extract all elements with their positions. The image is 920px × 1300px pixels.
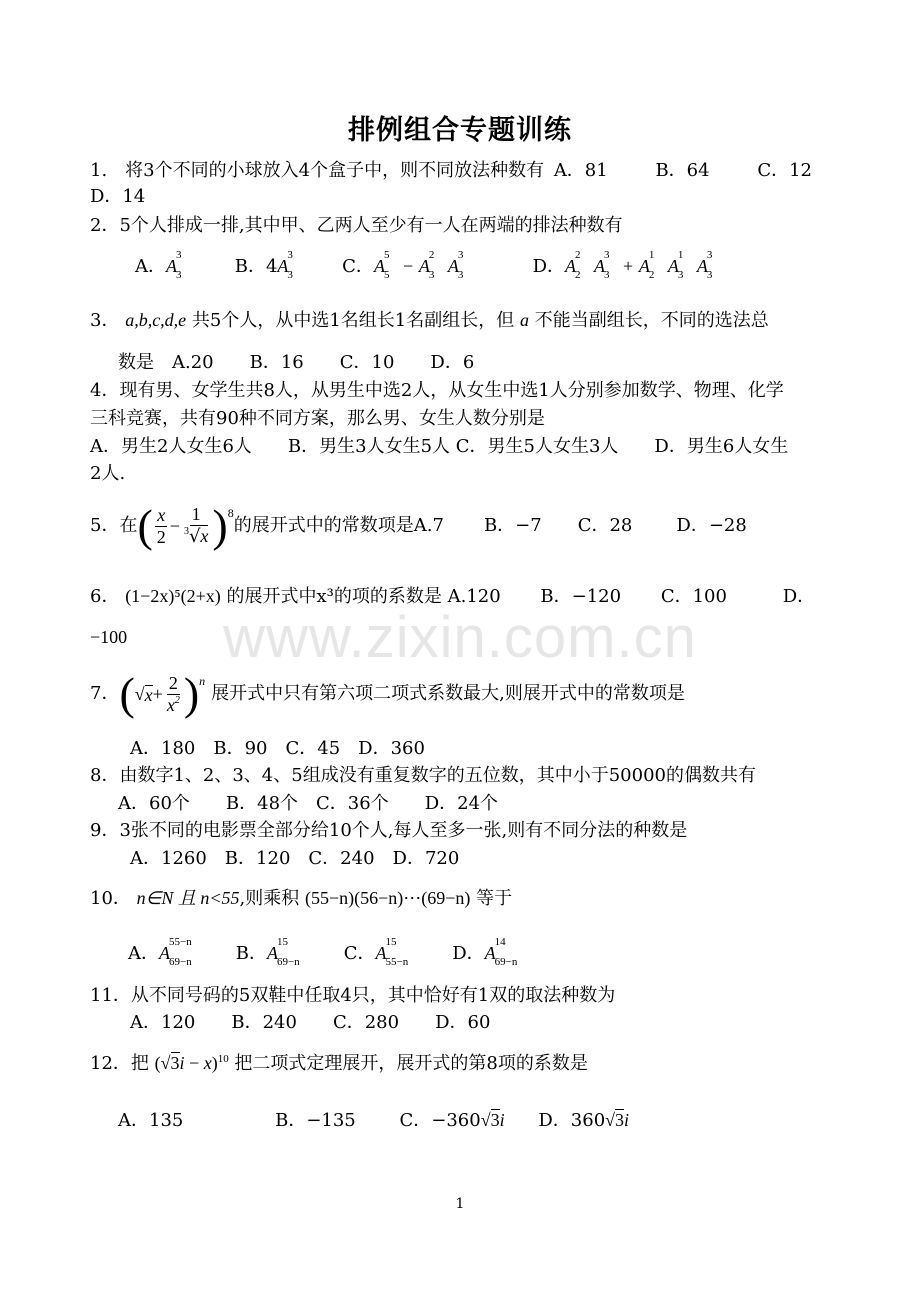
q3-number: 3． bbox=[90, 310, 120, 331]
q1-stem: 1. 将3个不同的小球放入4个盒子中，则不同放法种数有 bbox=[90, 160, 545, 181]
q2-stem: 2．5个人排成一排,其中甲、乙两人至少有一人在两端的排法种数有 bbox=[90, 215, 623, 236]
q8-options: A．60个 B．48个 C．36个 D．24个 bbox=[118, 793, 499, 814]
q7-options: A．180 B．90 C．45 D．360 bbox=[130, 738, 425, 759]
q5-text: 的展开式中的常数项是 bbox=[233, 515, 414, 536]
q5-option-a: A.7 bbox=[413, 515, 444, 536]
q2-option-b: B．4 bbox=[234, 256, 278, 277]
q8-stem: 8．由数字1、2、3、4、5组成没有重复数字的五位数，其中小于50000的偶数共有 bbox=[90, 765, 756, 786]
q6-option-a: A.120 bbox=[447, 586, 501, 607]
q1-option-b: B．64 bbox=[655, 160, 710, 181]
q12-option-d: D．360 bbox=[538, 1110, 606, 1131]
q10-text-2: ,则乘积 bbox=[239, 888, 300, 909]
q12-option-a: A．135 bbox=[118, 1110, 184, 1131]
q6-option-b: B．−120 bbox=[540, 586, 622, 607]
q3-text-1: 共5个人，从中选1名组长1名副组长，但 bbox=[191, 310, 515, 331]
q6-option-c: C．100 bbox=[660, 586, 727, 607]
q12-options: A．135 B．−135 C．−360√3i D．360√3i bbox=[118, 1110, 630, 1131]
question-5 bbox=[90, 497, 747, 555]
q6-option-d: D． bbox=[782, 586, 816, 607]
question-1 bbox=[90, 162, 812, 180]
q11-stem: 11．从不同号码的5双鞋中任取4只，其中恰好有1双的取法种数为 bbox=[90, 985, 616, 1006]
q7-text: 展开式中只有第六项二项式系数最大,则展开式中的常数项是 bbox=[211, 683, 685, 704]
q10-option-d: D． bbox=[452, 943, 485, 964]
q12-number: 12．把 bbox=[90, 1053, 149, 1074]
q1-option-a: A．81 bbox=[553, 160, 608, 181]
q3-variable-a: a bbox=[520, 310, 529, 330]
q1-option-c: C．12 bbox=[757, 160, 813, 181]
q5-expression: ( $\frac{x}{2}$ − $\frac{1}{^3√x}$ ) 8 bbox=[137, 500, 234, 551]
q5-option-b: B．−7 bbox=[483, 515, 542, 536]
q9-options: A．1260 B．120 C．240 D．720 bbox=[130, 848, 460, 869]
q6-expression: (1−2x)⁵(2+x) bbox=[125, 586, 221, 606]
q10-option-b: B． bbox=[235, 943, 267, 964]
q11-options: A．120 B．240 C．280 D．60 bbox=[130, 1012, 491, 1033]
q7-number: 7． bbox=[90, 683, 120, 704]
q10-condition: n∈N 且 n<55 bbox=[136, 888, 240, 908]
q10-option-c: C． bbox=[343, 943, 376, 964]
q10-option-a: A． bbox=[128, 943, 159, 964]
q3-options: 数是 A.20 B．16 C．10 D．6 bbox=[118, 352, 475, 373]
q7-expression: ( √ x + $\frac{2}{x^2}$ ) n bbox=[119, 668, 206, 719]
q1-option-d: D．14 bbox=[90, 186, 146, 207]
q2-options: A．A 3 3 B．4A 3 3 C．A 5 5 − A 2 3 A 3 3 D．A 2 2 A 3 3 + A 1 2 A 1 3 A 3 3 bbox=[135, 249, 713, 281]
page-number: 1 bbox=[455, 1196, 465, 1212]
q4-line-2: 三科竞赛，共有90种不同方案，那么男、女生人数分别是 bbox=[90, 408, 545, 429]
q5-option-d: D．−28 bbox=[676, 515, 747, 536]
question-3 bbox=[90, 311, 769, 330]
q12-option-c: C．−360 bbox=[399, 1110, 481, 1131]
q12-option-b: B．−135 bbox=[275, 1110, 356, 1131]
q2-option-c: C． bbox=[342, 256, 374, 277]
page-title: 排例组合专题训练 bbox=[348, 115, 572, 146]
watermark: www.zixin.com.cn bbox=[223, 605, 697, 670]
q5-number: 5．在 bbox=[90, 515, 138, 536]
q6-text: 的展开式中x³的项的系数是 bbox=[226, 586, 442, 607]
q10-product: (55−n)(56−n)⋯(69−n) bbox=[304, 888, 471, 908]
question-12 bbox=[90, 1054, 588, 1073]
q2-option-a: A． bbox=[135, 256, 166, 277]
q4-line-1: 4．现有男、女学生共8人，从男生中选2人，从女生中选1人分别参加数学、物理、化学 bbox=[90, 380, 784, 401]
q12-text: 把二项式定理展开，展开式的第8项的系数是 bbox=[234, 1053, 588, 1074]
q9-stem: 9．3张不同的电影票全部分给10个人,每人至多一张,则有不同分法的种数是 bbox=[90, 820, 688, 841]
q2-option-d: D． bbox=[532, 256, 565, 277]
q4-line-3: A．男生2人女生6人 B．男生3人女生5人 C．男生5人女生3人 D．男生6人女生 bbox=[90, 436, 789, 457]
q10-number: 10． bbox=[90, 888, 131, 909]
q10-text-3: 等于 bbox=[476, 888, 513, 909]
q3-variables: a,b,c,d,e bbox=[125, 310, 187, 330]
q3-text-2: 不能当副组长，不同的选法总 bbox=[534, 310, 769, 331]
q6-option-d-value: −100 bbox=[90, 627, 128, 647]
q5-option-c: C．28 bbox=[577, 515, 633, 536]
q12-expression: $(√3i - x)^{10}$ bbox=[154, 1053, 229, 1073]
question-10 bbox=[90, 889, 512, 908]
question-7 bbox=[90, 665, 685, 723]
q6-number: 6． bbox=[90, 586, 120, 607]
q10-options: A．A 55−n 69−n B．A 15 69−n C．A 15 55−n D．A 14 69−n bbox=[128, 936, 518, 968]
q4-line-4: 2人. bbox=[90, 463, 126, 484]
